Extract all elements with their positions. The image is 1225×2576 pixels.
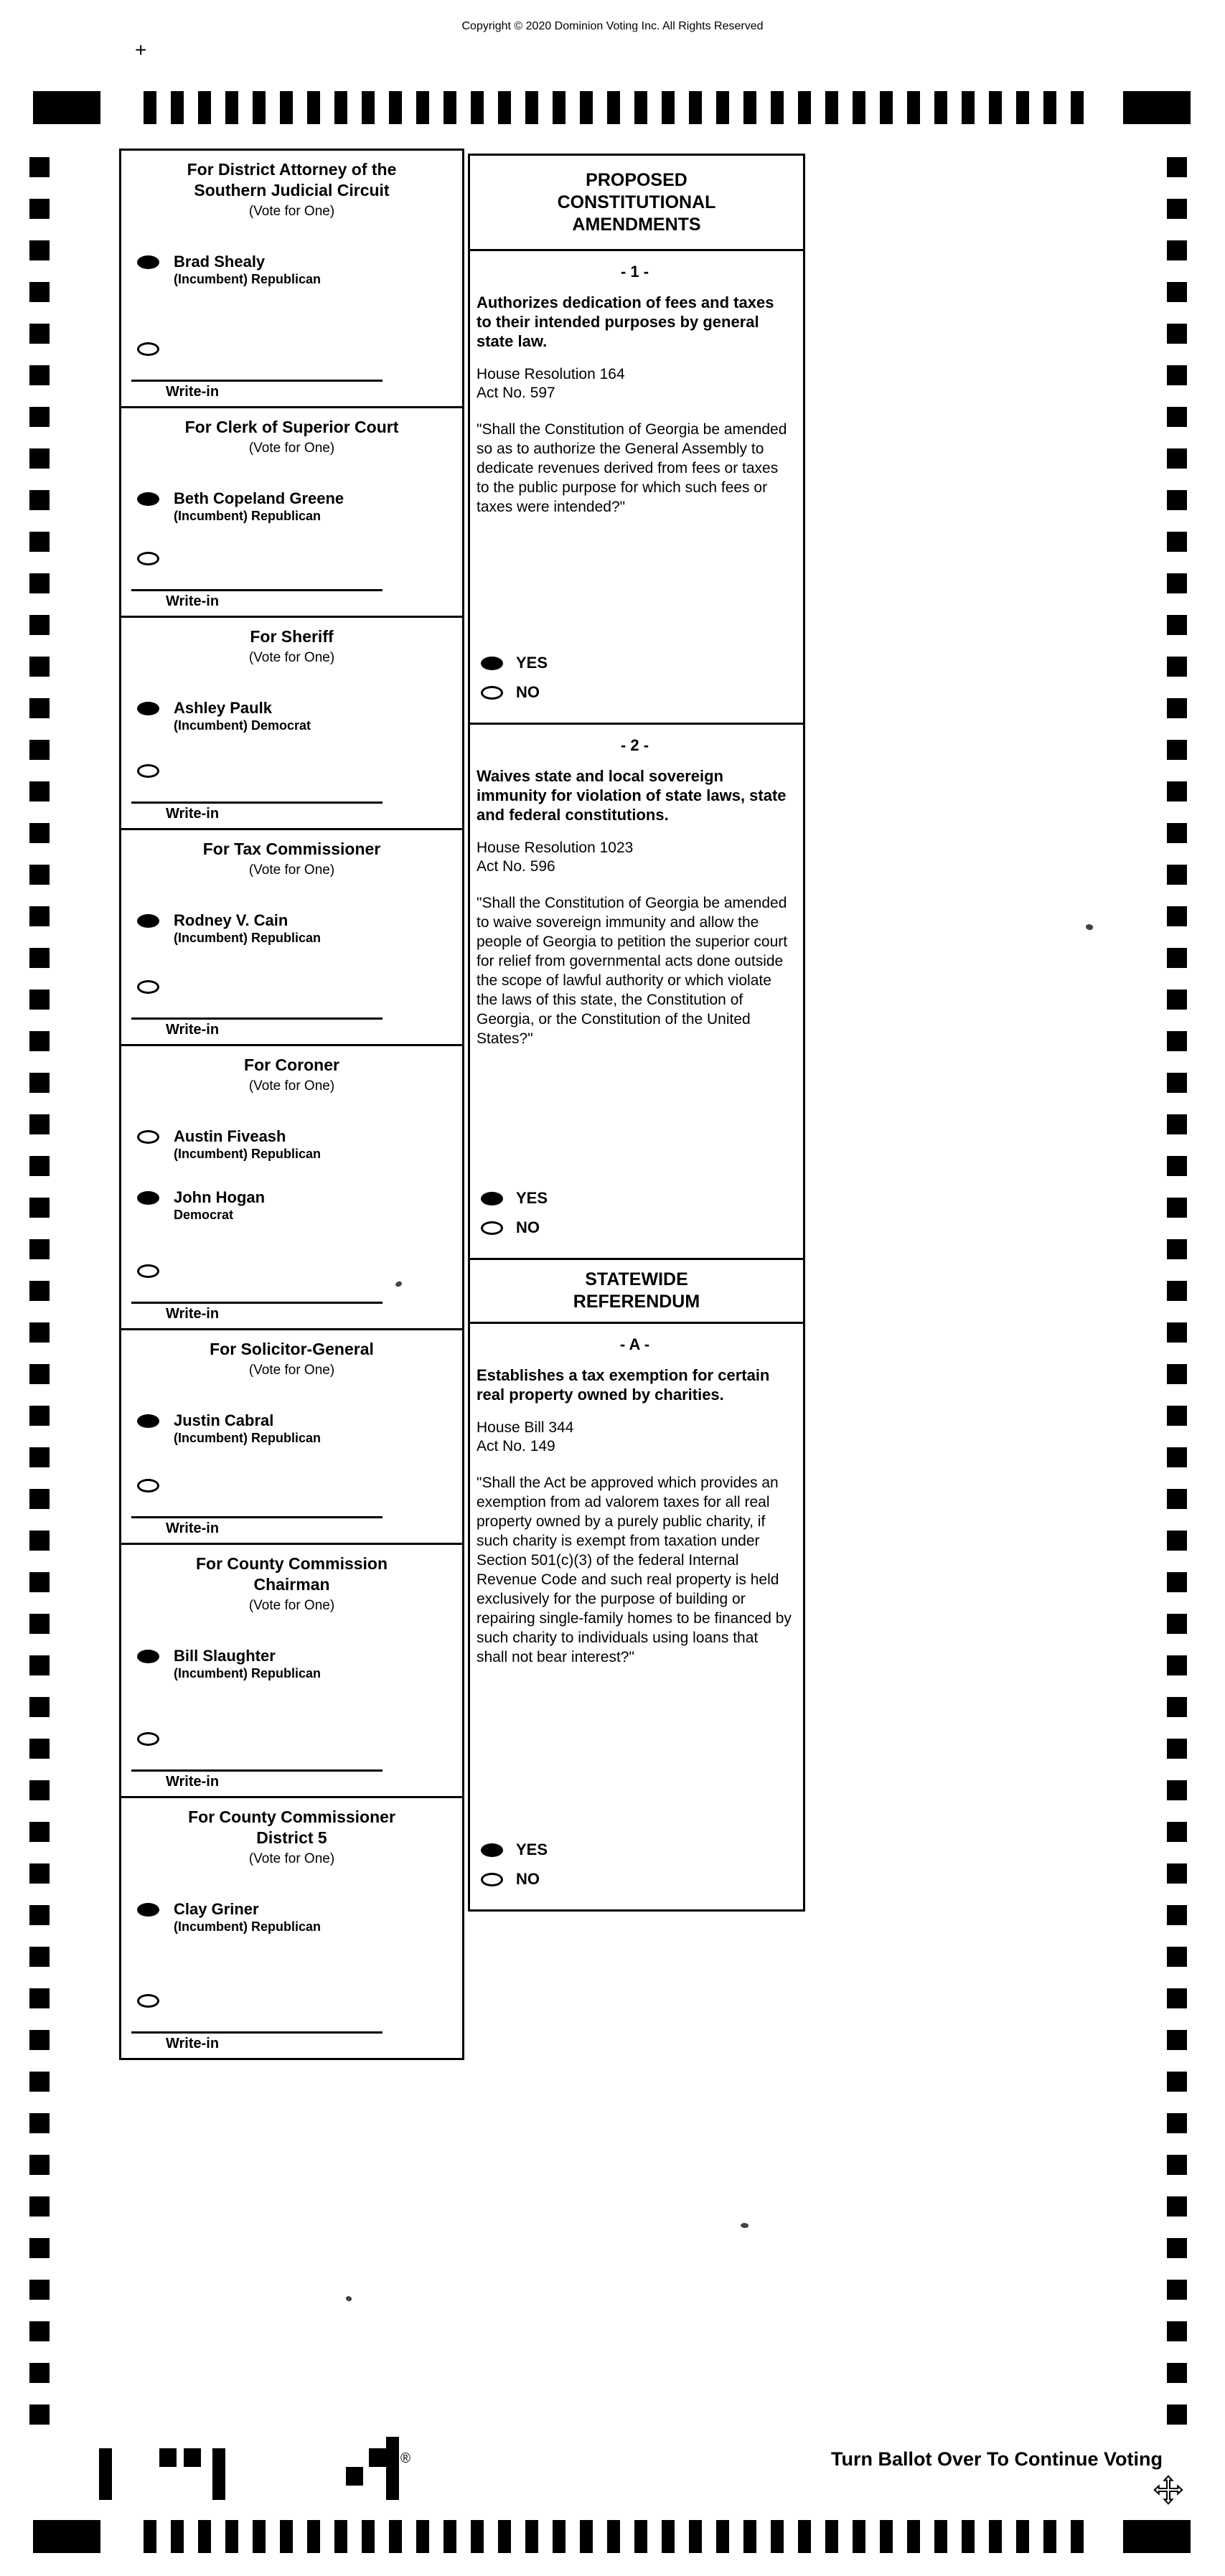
contest-sheriff (119, 616, 464, 830)
candidate-name: Bill Slaughter (174, 1647, 276, 1665)
id-mark (386, 2437, 399, 2500)
candidate-row (137, 1411, 456, 1447)
write-in-label: Write-in (166, 2036, 220, 2051)
measures-column (468, 154, 805, 1912)
registration-plus-mark: + (135, 39, 147, 61)
measure-question: "Shall the Constitution of Georgia be amended to waive sovereign immunity and allow the people of Georgia to petition the superior court for relief from governmental acts done outside the scope of lawful authority or which violate the laws of this state, the Constitution of Georgia, or the Constitution of the United States?" (477, 895, 788, 1047)
write-in-section (121, 527, 462, 616)
measure-ref-line1: House Bill 344 (477, 1419, 574, 1436)
vote-for-instruction: (Vote for One) (248, 862, 335, 878)
contest-title: For Sheriff (250, 627, 334, 646)
write-in-area[interactable] (131, 1516, 382, 1543)
candidate-oval[interactable] (137, 255, 159, 269)
candidate-oval[interactable] (137, 492, 159, 506)
scan-artifact (345, 2295, 353, 2303)
candidate-party: (Incumbent) Republican (174, 931, 321, 945)
vote-for-instruction: (Vote for One) (248, 1851, 335, 1866)
write-in-section (121, 318, 462, 406)
write-in-label: Write-in (166, 806, 220, 822)
write-in-section (121, 1240, 462, 1328)
write-in-oval[interactable] (137, 1479, 159, 1493)
candidate-oval[interactable] (137, 1903, 159, 1917)
timing-marks-bottom (144, 2520, 1084, 2553)
write-in-label: Write-in (166, 593, 220, 609)
measure-ref-line1: House Resolution 1023 (477, 840, 634, 856)
candidate-oval[interactable] (137, 1650, 159, 1663)
contest-coroner (119, 1044, 464, 1330)
measure-options (481, 1820, 793, 1899)
candidate-party: Democrat (174, 1208, 234, 1222)
referendum-a (468, 1322, 805, 1912)
candidate-row (137, 911, 456, 946)
option-no (481, 1218, 793, 1237)
measure-summary: Establishes a tax exemption for certain real property owned by charities. (477, 1366, 770, 1404)
write-in-section (121, 1454, 462, 1543)
yes-oval[interactable] (481, 1843, 503, 1857)
yes-label: YES (516, 1189, 548, 1207)
amendment-1 (468, 249, 805, 725)
write-in-label: Write-in (166, 384, 220, 400)
candidate-row (137, 1188, 456, 1223)
write-in-oval[interactable] (137, 1264, 159, 1278)
write-in-oval[interactable] (137, 552, 159, 565)
write-in-section (121, 956, 462, 1044)
contest-title: For District Attorney of the Southern Judicial Circuit (187, 160, 397, 199)
amendment-2 (468, 723, 805, 1260)
candidate-row (137, 1647, 456, 1682)
write-in-label: Write-in (166, 1520, 220, 1536)
contest-district-attorney (119, 149, 464, 408)
write-in-label: Write-in (166, 1306, 220, 1322)
measure-question: "Shall the Act be approved which provides an exemption from ad valorem taxes for all real property owned by a purely public charity, if such charity is exempt from taxation under Section 501(c)(3) of the federal Internal Revenue Code and such real property is held exclusively for the purpose of building or repairing single-family homes to be financed by such charity to individuals using loans that shall not bear interest?" (477, 1475, 792, 1665)
move-arrows-icon (1153, 2474, 1184, 2509)
timing-marks-left (29, 157, 50, 2425)
candidate-oval[interactable] (137, 1414, 159, 1428)
measure-summary: Authorizes dedication of fees and taxes to their intended purposes by general state law. (477, 293, 774, 350)
timing-marks-right (1167, 157, 1187, 2425)
yes-oval[interactable] (481, 657, 503, 670)
candidate-row (137, 253, 456, 288)
registered-trademark: ® (400, 2451, 410, 2466)
contest-title: For Clerk of Superior Court (184, 418, 399, 436)
candidate-party: (Incumbent) Republican (174, 1666, 321, 1680)
no-oval[interactable] (481, 1221, 503, 1235)
vote-for-instruction: (Vote for One) (248, 1598, 335, 1613)
id-mark (184, 2448, 201, 2467)
option-no (481, 683, 793, 702)
candidate-row (137, 1900, 456, 1935)
candidate-name: Austin Fiveash (174, 1127, 286, 1145)
candidate-oval[interactable] (137, 1191, 159, 1205)
write-in-label: Write-in (166, 1774, 220, 1790)
amendments-header: PROPOSED CONSTITUTIONAL AMENDMENTS (468, 154, 805, 251)
write-in-area[interactable] (131, 1017, 382, 1044)
write-in-section (121, 1708, 462, 1796)
candidate-party: (Incumbent) Republican (174, 272, 321, 286)
contest-tax-commissioner (119, 828, 464, 1046)
candidate-party: (Incumbent) Republican (174, 509, 321, 523)
candidate-party: (Incumbent) Republican (174, 1919, 321, 1934)
scan-artifact (1085, 923, 1094, 931)
measure-reference (477, 1419, 793, 1456)
timing-marks-top (144, 91, 1084, 124)
vote-for-instruction: (Vote for One) (248, 650, 335, 665)
candidate-oval[interactable] (137, 914, 159, 928)
write-in-oval[interactable] (137, 1994, 159, 2008)
yes-oval[interactable] (481, 1192, 503, 1205)
candidate-oval[interactable] (137, 702, 159, 715)
write-in-section (121, 740, 462, 828)
no-label: NO (516, 1870, 540, 1888)
measure-ref-line1: House Resolution 164 (477, 366, 625, 382)
contest-commission-chairman (119, 1543, 464, 1798)
candidate-name: Brad Shealy (174, 253, 266, 271)
write-in-label: Write-in (166, 1022, 220, 1038)
yes-label: YES (516, 1841, 548, 1858)
scan-artifact (740, 2222, 748, 2229)
measure-number: - 1 - (620, 263, 649, 281)
no-oval[interactable] (481, 686, 503, 700)
measure-number: - A - (619, 1335, 650, 1353)
option-yes (481, 654, 793, 672)
option-no (481, 1870, 793, 1889)
vote-for-instruction: (Vote for One) (248, 204, 335, 219)
candidate-party: (Incumbent) Republican (174, 1147, 321, 1161)
candidate-party: (Incumbent) Democrat (174, 718, 311, 733)
no-label: NO (516, 683, 540, 701)
measure-reference (477, 839, 793, 876)
candidate-party: (Incumbent) Republican (174, 1431, 321, 1445)
write-in-oval[interactable] (137, 764, 159, 778)
contest-title: For Solicitor-General (210, 1340, 374, 1358)
yes-label: YES (516, 654, 548, 672)
candidate-name: Ashley Paulk (174, 699, 272, 717)
id-mark (99, 2448, 112, 2500)
contest-clerk-superior-court (119, 406, 464, 618)
vote-for-instruction: (Vote for One) (248, 1078, 335, 1094)
measure-question: "Shall the Constitution of Georgia be amended so as to authorize the General Assembly to dedicate revenues derived from fees or taxes to the public purpose for which such fees or taxes were intended?" (477, 421, 787, 515)
contests-column (119, 149, 464, 2060)
turn-ballot-over-text: Turn Ballot Over To Continue Voting (831, 2448, 1163, 2470)
no-label: NO (516, 1218, 540, 1236)
write-in-area[interactable] (131, 380, 382, 406)
contest-title: For County Commission Chairman (195, 1554, 388, 1594)
contest-solicitor-general (119, 1328, 464, 1545)
write-in-section (121, 1970, 462, 2058)
measure-ref-line2: Act No. 149 (477, 1438, 555, 1454)
write-in-area[interactable] (131, 1302, 382, 1328)
referendum-header: STATEWIDE REFERENDUM (468, 1258, 805, 1324)
measure-summary: Waives state and local sovereign immunity for violation of state laws, state and federal constitutions. (477, 767, 787, 824)
contest-commissioner-district-5 (119, 1796, 464, 2060)
contest-title: For County Commissioner District 5 (188, 1808, 395, 1847)
candidate-row (137, 1127, 456, 1162)
measure-ref-line2: Act No. 596 (477, 858, 555, 875)
option-yes (481, 1189, 793, 1208)
write-in-area[interactable] (131, 589, 382, 616)
candidate-name: Clay Griner (174, 1900, 259, 1918)
measure-ref-line2: Act No. 597 (477, 385, 555, 401)
measure-reference (477, 365, 793, 403)
timing-block-top-left (33, 91, 100, 124)
timing-block-top-right (1123, 91, 1191, 124)
vote-for-instruction: (Vote for One) (248, 1363, 335, 1378)
vote-for-instruction: (Vote for One) (248, 441, 335, 456)
option-yes (481, 1841, 793, 1859)
candidate-name: Beth Copeland Greene (174, 489, 344, 507)
candidate-name: Justin Cabral (174, 1411, 274, 1429)
id-mark (346, 2467, 363, 2486)
contest-title: For Coroner (244, 1056, 339, 1074)
copyright-notice: Copyright © 2020 Dominion Voting Inc. All Rights Reserved (461, 20, 764, 32)
write-in-oval[interactable] (137, 980, 159, 994)
timing-block-bottom-left (33, 2520, 100, 2553)
write-in-area[interactable] (131, 802, 382, 828)
write-in-oval[interactable] (137, 1732, 159, 1746)
measure-options (481, 1169, 793, 1248)
write-in-area[interactable] (131, 2031, 382, 2058)
measure-options (481, 634, 793, 713)
measure-number: - 2 - (620, 736, 649, 754)
candidate-row (137, 699, 456, 734)
id-mark (159, 2448, 177, 2467)
timing-block-bottom-right (1123, 2520, 1191, 2553)
no-oval[interactable] (481, 1873, 503, 1886)
write-in-area[interactable] (131, 1769, 382, 1796)
candidate-oval[interactable] (137, 1130, 159, 1144)
candidate-row (137, 489, 456, 525)
candidate-name: Rodney V. Cain (174, 911, 288, 929)
write-in-oval[interactable] (137, 342, 159, 356)
contest-title: For Tax Commissioner (202, 840, 381, 858)
id-mark (212, 2448, 225, 2500)
candidate-name: John Hogan (174, 1188, 266, 1206)
id-mark (369, 2448, 386, 2467)
